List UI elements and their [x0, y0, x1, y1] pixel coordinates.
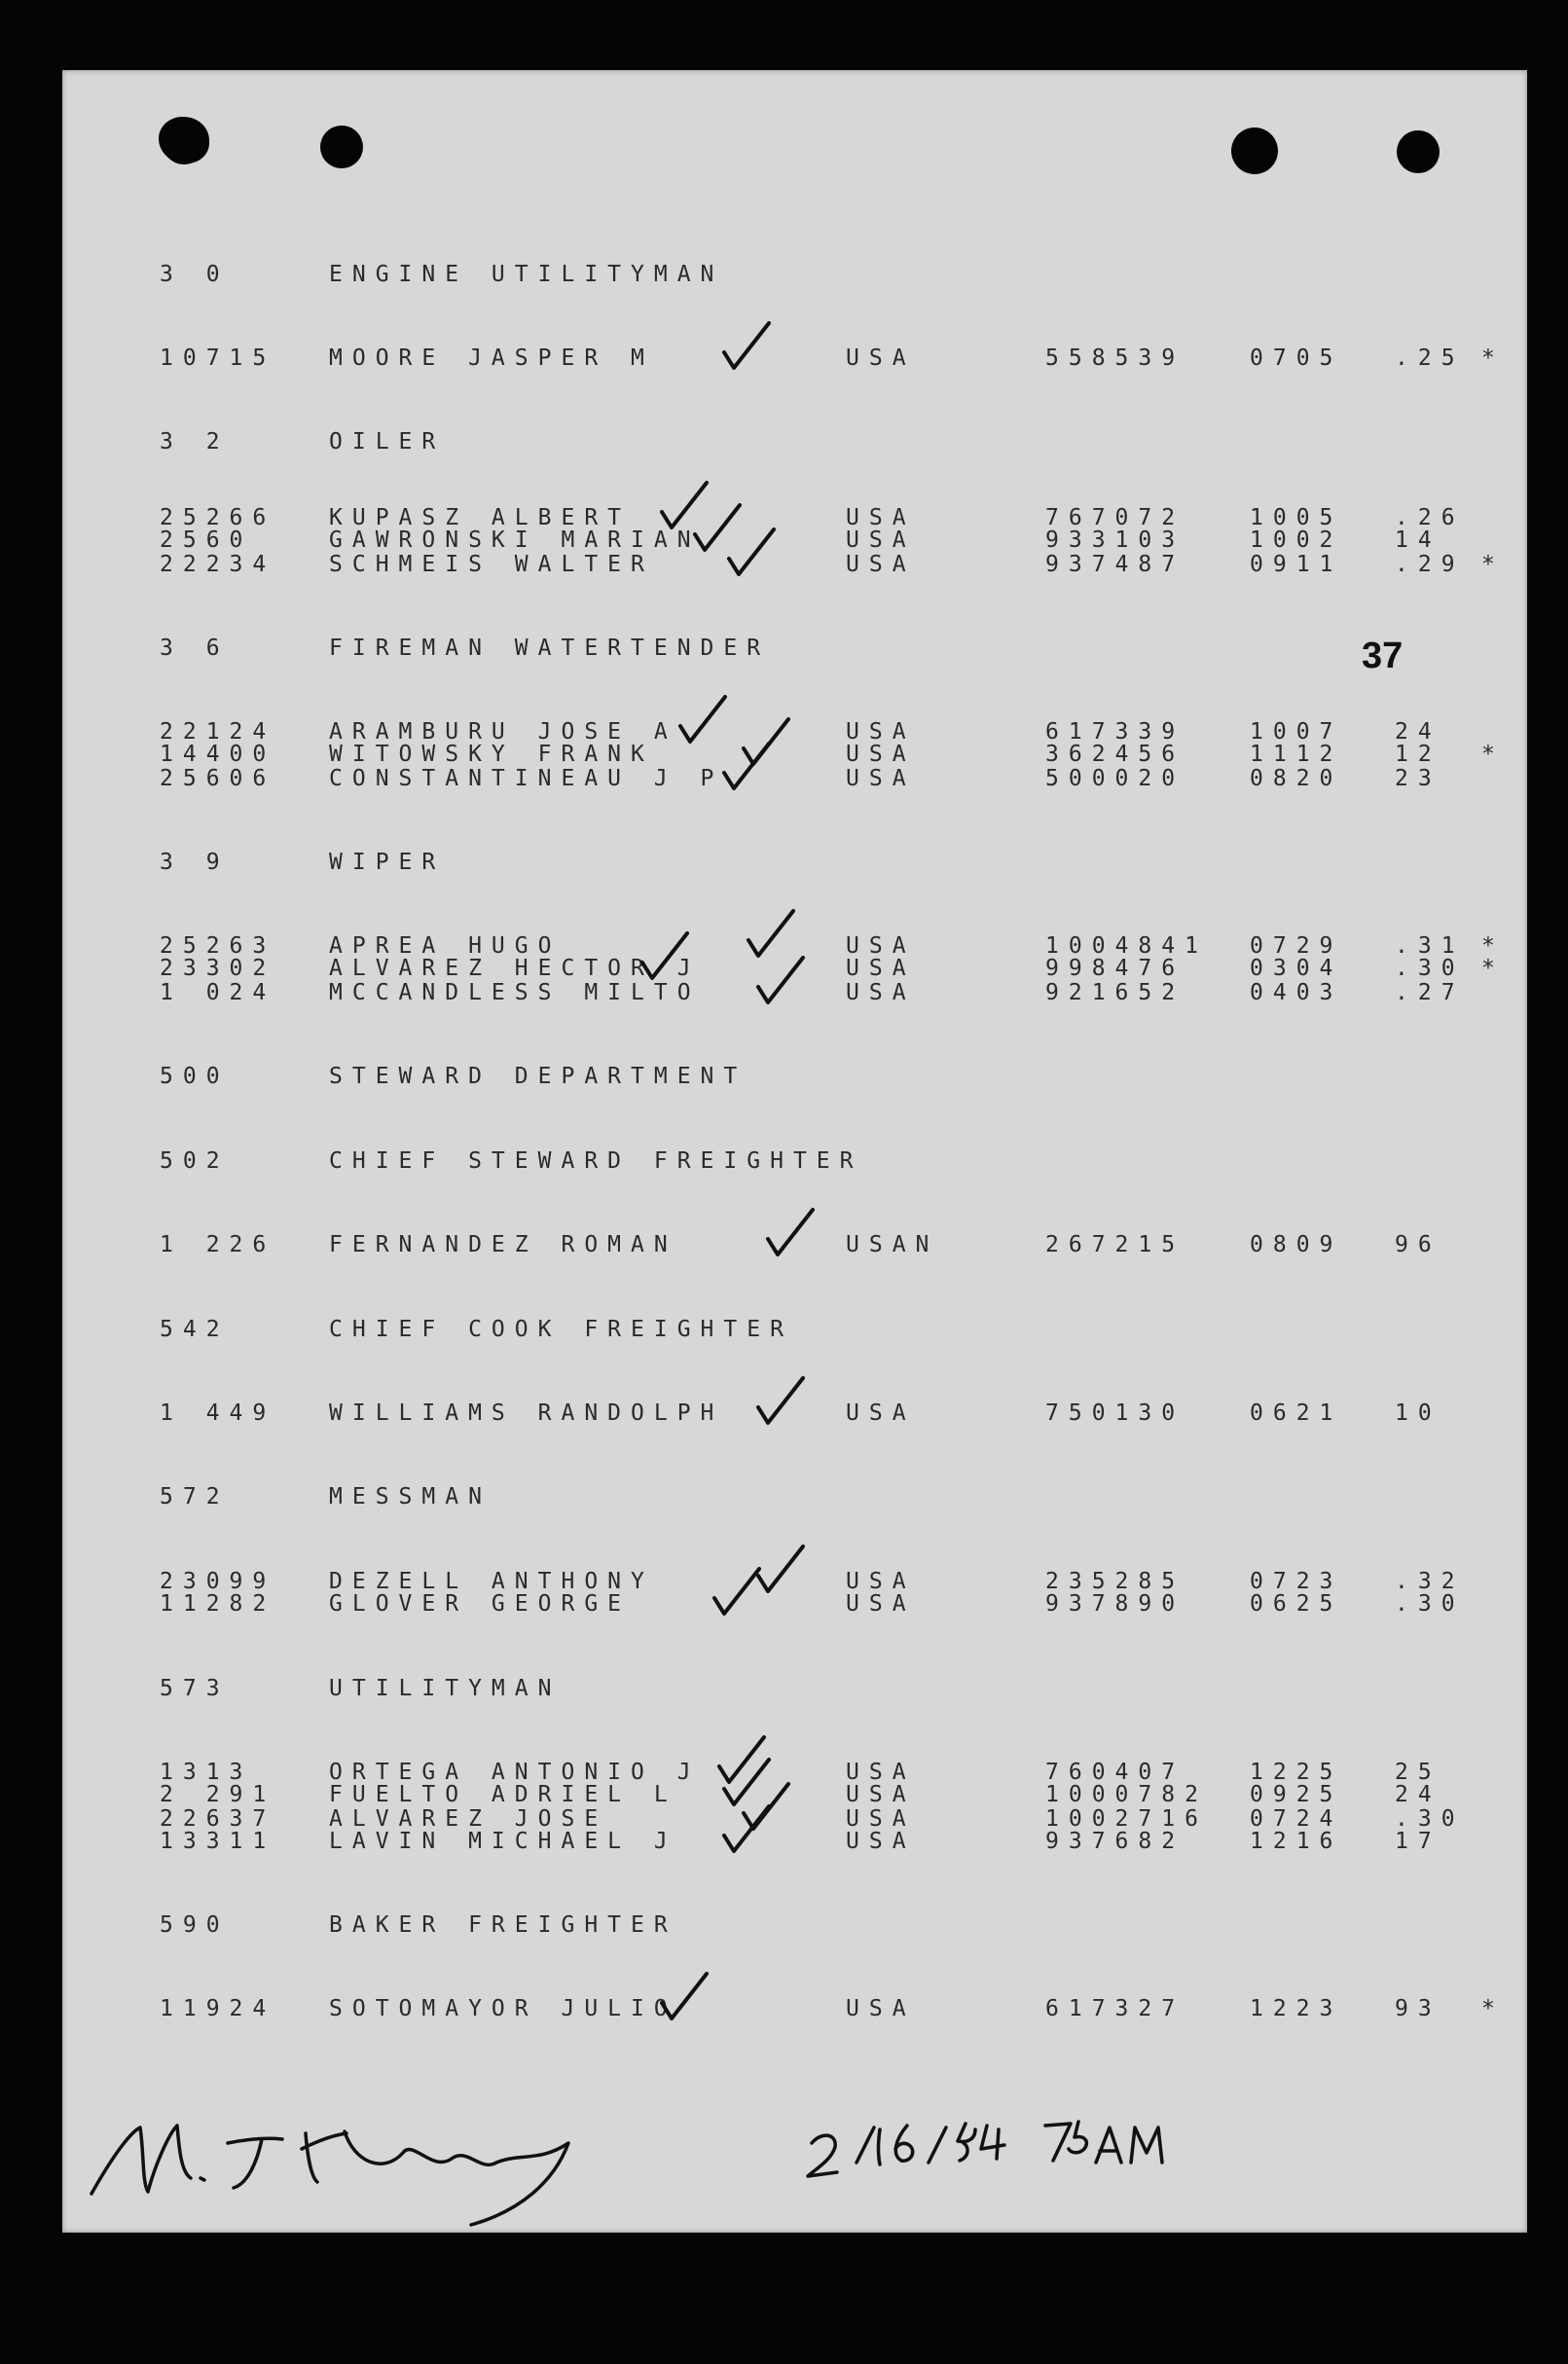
entry-z-number: 933103 [1045, 527, 1185, 553]
entry-number: 23099 [160, 1569, 276, 1594]
entry-name: DEZELL ANTHONY [329, 1569, 654, 1594]
section-title: BAKER FREIGHTER [329, 1912, 677, 1938]
check-mark [748, 911, 793, 956]
entry-star: * [1481, 933, 1505, 959]
section-title: OILER [329, 429, 446, 455]
entry-z-number: 937487 [1045, 552, 1185, 577]
entry-citizenship: USA [846, 980, 916, 1005]
entry-name: WILLIAMS RANDOLPH [329, 1400, 724, 1426]
entry-citizenship: USA [846, 1760, 916, 1785]
entry-date: 0724 [1250, 1806, 1343, 1832]
entry-z-number: 998476 [1045, 956, 1185, 981]
check-mark [729, 529, 774, 574]
section-code: 3 6 [160, 636, 230, 661]
entry-number: 22124 [160, 719, 276, 745]
entry-rating: .32 [1395, 1569, 1465, 1594]
entry-rating: .31 [1395, 933, 1465, 959]
entry-z-number: 617339 [1045, 719, 1185, 745]
section-title: CHIEF COOK FREIGHTER [329, 1317, 793, 1342]
signature-date [808, 2122, 1162, 2176]
page-number: 37 [1362, 636, 1404, 676]
entry-rating: .29 [1395, 552, 1465, 577]
entry-name: MCCANDLESS MILTO [329, 980, 701, 1005]
entry-number: 1 449 [160, 1400, 276, 1426]
entry-star: * [1481, 956, 1505, 981]
entry-citizenship: USAN [846, 1232, 939, 1257]
entry-citizenship: USA [846, 1806, 916, 1832]
entry-date: 0304 [1250, 956, 1343, 981]
check-mark [642, 933, 687, 978]
check-mark [680, 697, 725, 742]
entry-name: SOTOMAYOR JULIO [329, 1996, 677, 2021]
entry-z-number: 235285 [1045, 1569, 1185, 1594]
entry-date: 1112 [1250, 742, 1343, 767]
entry-date: 0820 [1250, 766, 1343, 791]
entry-number: 23302 [160, 956, 276, 981]
entry-date: 1007 [1250, 719, 1343, 745]
entry-citizenship: USA [846, 742, 916, 767]
check-mark [714, 1569, 759, 1614]
entry-z-number: 617327 [1045, 1996, 1185, 2021]
entry-name: KUPASZ ALBERT [329, 505, 632, 530]
section-code: 500 [160, 1064, 230, 1089]
entry-date: 0705 [1250, 346, 1343, 371]
entry-citizenship: USA [846, 505, 916, 530]
entry-rating: 24 [1395, 1782, 1441, 1807]
entry-date: 0403 [1250, 980, 1343, 1005]
entry-rating: .30 [1395, 1806, 1465, 1832]
entry-citizenship: USA [846, 1400, 916, 1426]
entry-date: 0625 [1250, 1591, 1343, 1617]
entry-name: ALVAREZ JOSE [329, 1806, 608, 1832]
entry-citizenship: USA [846, 1569, 916, 1594]
entry-rating: .25 [1395, 346, 1465, 371]
section-title: MESSMAN [329, 1484, 492, 1509]
entry-rating: .26 [1395, 505, 1465, 530]
entry-z-number: 767072 [1045, 505, 1185, 530]
entry-number: 25263 [160, 933, 276, 959]
handwriting-layer [62, 70, 1527, 2233]
entry-citizenship: USA [846, 346, 916, 371]
entry-star: * [1481, 742, 1505, 767]
section-code: 3 0 [160, 262, 230, 287]
entry-z-number: 1002716 [1045, 1806, 1208, 1832]
entry-number: 25266 [160, 505, 276, 530]
entry-z-number: 937890 [1045, 1591, 1185, 1617]
entry-z-number: 267215 [1045, 1232, 1185, 1257]
check-mark [744, 1784, 788, 1829]
entry-date: 0723 [1250, 1569, 1343, 1594]
entry-name: FERNANDEZ ROMAN [329, 1232, 677, 1257]
entry-name: ORTEGA ANTONIO J [329, 1760, 701, 1785]
entry-number: 10715 [160, 346, 276, 371]
entry-z-number: 558539 [1045, 346, 1185, 371]
entry-name: WITOWSKY FRANK [329, 742, 654, 767]
section-title: UTILITYMAN [329, 1676, 562, 1701]
entry-z-number: 937682 [1045, 1829, 1185, 1854]
entry-z-number: 1004841 [1045, 933, 1208, 959]
section-title: WIPER [329, 850, 446, 875]
entry-rating: 93 [1395, 1996, 1441, 2021]
entry-z-number: 750130 [1045, 1400, 1185, 1426]
entry-z-number: 362456 [1045, 742, 1185, 767]
entry-citizenship: USA [846, 552, 916, 577]
entry-number: 2560 [160, 527, 253, 553]
check-mark [662, 1974, 707, 2018]
entry-number: 11282 [160, 1591, 276, 1617]
entry-citizenship: USA [846, 1591, 916, 1617]
check-mark [724, 323, 769, 368]
entry-number: 11924 [160, 1996, 276, 2021]
entry-citizenship: USA [846, 933, 916, 959]
entry-star: * [1481, 346, 1505, 371]
section-code: 502 [160, 1148, 230, 1174]
entry-name: GAWRONSKI MARIAN [329, 527, 701, 553]
entry-rating: 23 [1395, 766, 1441, 791]
entry-star: * [1481, 552, 1505, 577]
check-mark [768, 1210, 813, 1255]
section-title: CHIEF STEWARD FREIGHTER [329, 1148, 863, 1174]
entry-rating: 24 [1395, 719, 1441, 745]
entry-rating: 14 [1395, 527, 1441, 553]
entry-name: SCHMEIS WALTER [329, 552, 654, 577]
entry-date: 1005 [1250, 505, 1343, 530]
entry-name: GLOVER GEORGE [329, 1591, 632, 1617]
entry-number: 1313 [160, 1760, 253, 1785]
entry-date: 0911 [1250, 552, 1343, 577]
entry-rating: 10 [1395, 1400, 1441, 1426]
entry-number: 25606 [160, 766, 276, 791]
section-code: 590 [160, 1912, 230, 1938]
entry-rating: .27 [1395, 980, 1465, 1005]
entry-citizenship: USA [846, 719, 916, 745]
entry-date: 0621 [1250, 1400, 1343, 1426]
check-mark [695, 505, 740, 550]
signature-scrawl [91, 2126, 568, 2225]
section-code: 572 [160, 1484, 230, 1509]
entry-date: 0925 [1250, 1782, 1343, 1807]
entry-rating: .30 [1395, 956, 1465, 981]
entry-rating: 17 [1395, 1829, 1441, 1854]
entry-name: ALVAREZ HECTOR J [329, 956, 701, 981]
entry-date: 1225 [1250, 1760, 1343, 1785]
entry-z-number: 1000782 [1045, 1782, 1208, 1807]
check-mark [744, 719, 788, 764]
entry-number: 1 226 [160, 1232, 276, 1257]
entry-name: LAVIN MICHAEL J [329, 1829, 677, 1854]
entry-citizenship: USA [846, 527, 916, 553]
entry-date: 0729 [1250, 933, 1343, 959]
document-page [62, 70, 1527, 2233]
entry-rating: .30 [1395, 1591, 1465, 1617]
check-mark [662, 483, 707, 527]
entry-star: * [1481, 1996, 1505, 2021]
entry-citizenship: USA [846, 956, 916, 981]
entry-name: CONSTANTINEAU J P [329, 766, 724, 791]
section-title: FIREMAN WATERTENDER [329, 636, 771, 661]
entry-name: ARAMBURU JOSE A [329, 719, 677, 745]
entry-z-number: 500020 [1045, 766, 1185, 791]
check-marks [642, 323, 813, 2018]
section-code: 3 2 [160, 429, 230, 455]
section-title: ENGINE UTILITYMAN [329, 262, 724, 287]
entry-z-number: 921652 [1045, 980, 1185, 1005]
entry-citizenship: USA [846, 1782, 916, 1807]
entry-number: 22637 [160, 1806, 276, 1832]
entry-number: 22234 [160, 552, 276, 577]
entry-date: 1216 [1250, 1829, 1343, 1854]
entry-rating: 12 [1395, 742, 1441, 767]
entry-number: 14400 [160, 742, 276, 767]
entry-date: 1223 [1250, 1996, 1343, 2021]
entry-date: 1002 [1250, 527, 1343, 553]
section-code: 3 9 [160, 850, 230, 875]
check-mark [758, 1546, 803, 1591]
entry-date: 0809 [1250, 1232, 1343, 1257]
entry-rating: 25 [1395, 1760, 1441, 1785]
section-code: 542 [160, 1317, 230, 1342]
entry-citizenship: USA [846, 1996, 916, 2021]
entry-name: MOORE JASPER M [329, 346, 654, 371]
check-mark [758, 958, 803, 1002]
entry-name: FUELTO ADRIEL L [329, 1782, 677, 1807]
entry-name: APREA HUGO [329, 933, 562, 959]
entry-z-number: 760407 [1045, 1760, 1185, 1785]
entry-citizenship: USA [846, 1829, 916, 1854]
section-title: STEWARD DEPARTMENT [329, 1064, 748, 1089]
entry-citizenship: USA [846, 766, 916, 791]
check-mark [758, 1378, 803, 1423]
entry-number: 2 291 [160, 1782, 276, 1807]
entry-number: 13311 [160, 1829, 276, 1854]
entry-number: 1 024 [160, 980, 276, 1005]
check-mark [724, 1806, 769, 1851]
section-code: 573 [160, 1676, 230, 1701]
entry-rating: 96 [1395, 1232, 1441, 1257]
